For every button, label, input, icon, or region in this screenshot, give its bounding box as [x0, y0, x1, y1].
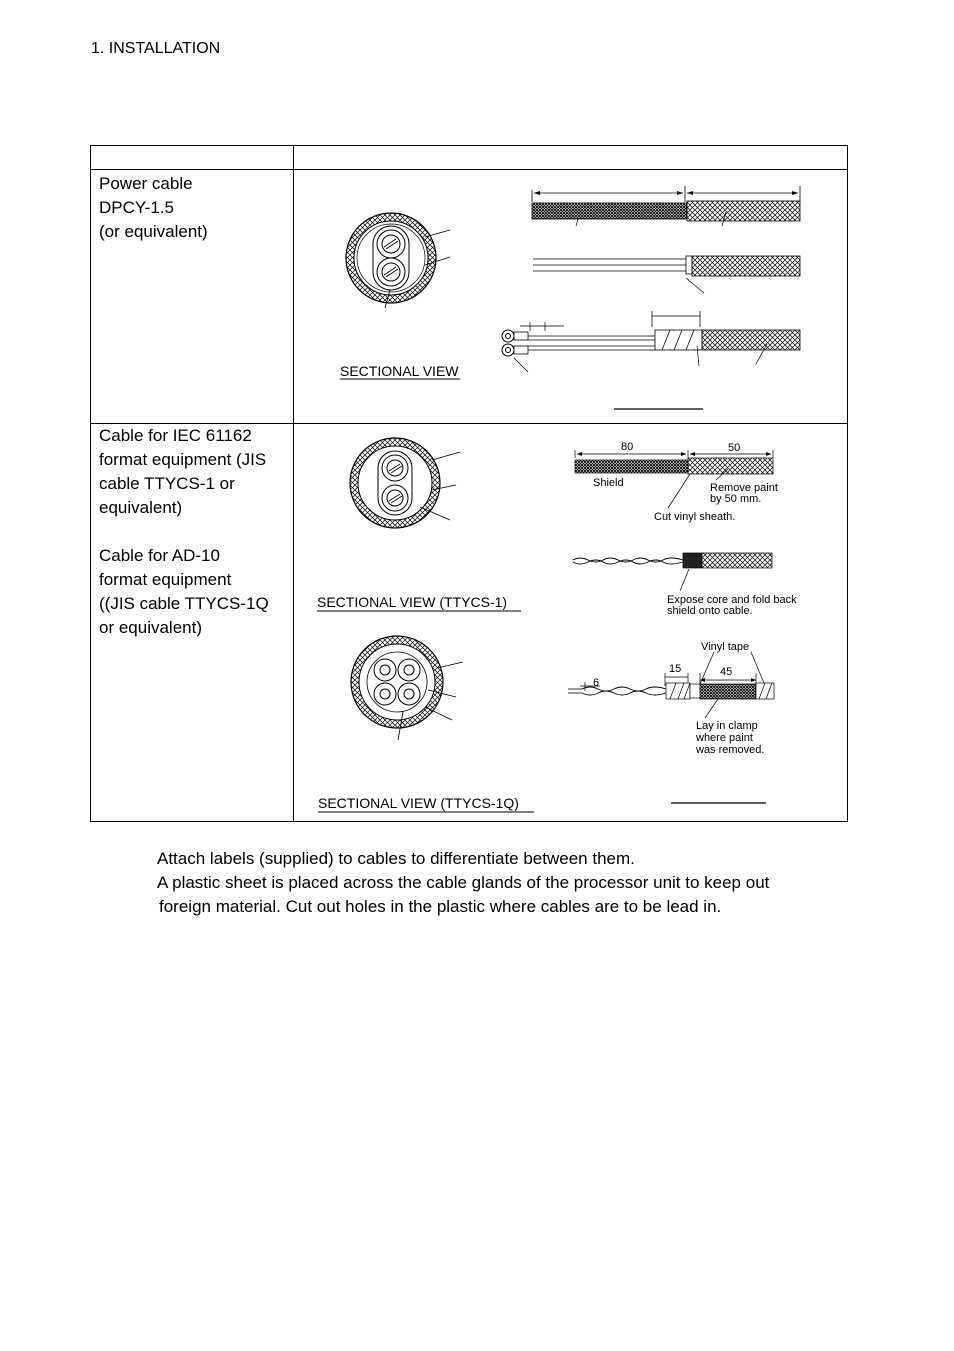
power-sectional-view-label: SECTIONAL VIEW: [340, 363, 459, 379]
power-cable-prep-step1: [532, 186, 800, 226]
dim-15-label: 15: [669, 663, 682, 675]
note-line-1: Attach labels (supplied) to cables to differentiate between them.: [157, 849, 635, 868]
clamp-label-3: was removed.: [696, 744, 765, 756]
expose-core-label-1: Expose core and fold back: [667, 594, 797, 606]
dim-50-label: 50: [728, 442, 741, 454]
note-line-3: foreign material. Cut out holes in the plastic where cables are to be lead in.: [159, 897, 722, 916]
ttycs1-sectional-view-label: SECTIONAL VIEW (TTYCS-1): [317, 594, 508, 610]
ttycs1-sectional-icon: [350, 438, 460, 528]
ttycs1q-sectional-icon: [351, 636, 463, 740]
remove-paint-label-2: by 50 mm.: [710, 493, 762, 505]
shield-label: Shield: [593, 477, 624, 489]
installation-notes: [157, 847, 857, 919]
power-cable-sectional-icon: [346, 213, 450, 308]
row2-cable-description: Cable for IEC 61162 format equipment (JIS cable TTYCS-1 or equivalent) Cable for AD-10 format equipment ((JIS cable TTYCS-1Q or equivalent): [99, 426, 269, 637]
dim-45-label: 45: [720, 666, 733, 678]
vinyl-tape-label: Vinyl tape: [701, 641, 750, 653]
power-cable-prep-step2: [533, 256, 800, 293]
ttycs1-prep-step2: [573, 553, 772, 591]
note-line-2: A plastic sheet is placed across the cable glands of the processor unit to keep out: [157, 873, 770, 892]
page-section-header: 1. INSTALLATION: [91, 40, 221, 57]
expose-core-label-2: shield onto cable.: [667, 605, 753, 617]
dim-6-label: 6: [593, 677, 600, 689]
clamp-label-2: where paint: [696, 732, 753, 744]
ttycs1q-sectional-view-label: SECTIONAL VIEW (TTYCS-1Q): [318, 795, 519, 811]
cut-sheath-label: Cut vinyl sheath.: [654, 511, 736, 523]
remove-paint-label-1: Remove paint: [710, 482, 778, 494]
row1-cable-description: Power cable DPCY-1.5 (or equivalent): [99, 174, 208, 241]
clamp-label-1: Lay in clamp: [696, 720, 758, 732]
power-cable-prep-step3: [502, 311, 800, 372]
dim-80-label: 80: [621, 441, 634, 453]
